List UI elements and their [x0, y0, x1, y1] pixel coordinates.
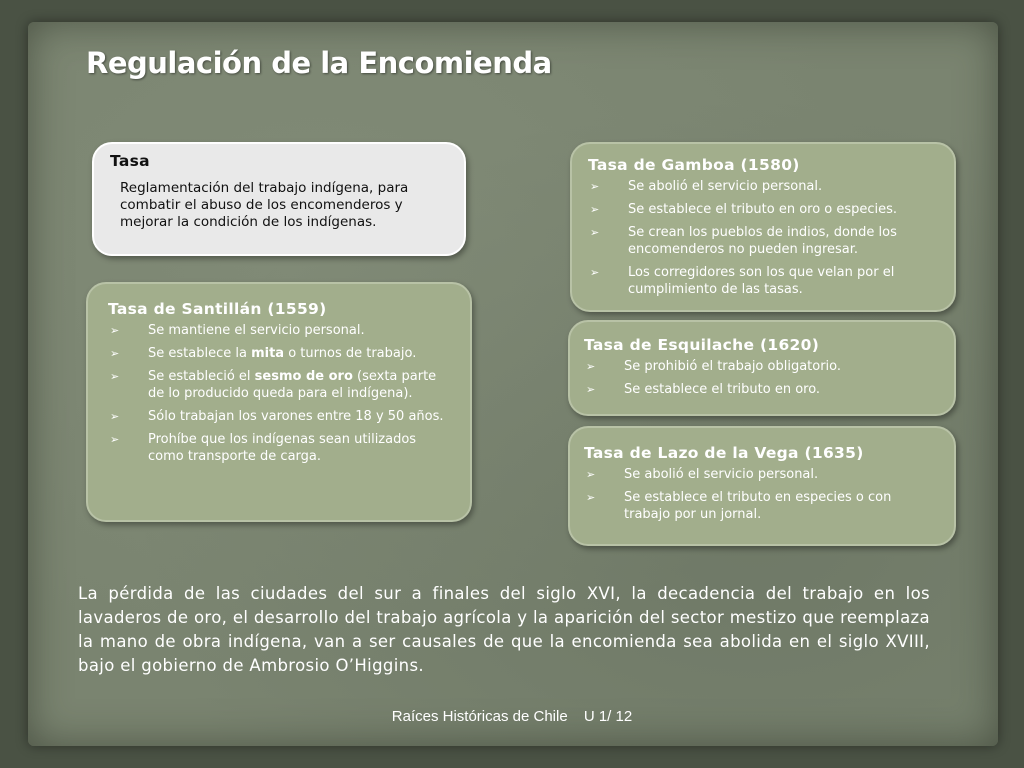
conclusion-paragraph: La pérdida de las ciudades del sur a finales del siglo XVI, la decadencia del trabajo en los lavaderos de oro, el desarrollo del trabajo agrícola y la aparición del sector mestizo que reemplaza la mano de obra indígena, van a ser causales de que la encomienda sea abolida en el siglo XVIII, bajo el gobierno de Ambrosio O’Higgins.	[78, 584, 931, 675]
list-item	[108, 408, 452, 425]
list-item	[584, 466, 936, 483]
gamboa-box	[570, 142, 956, 312]
lazo-heading: Tasa de Lazo de la Vega (1635)	[584, 444, 864, 462]
esquilache-box	[568, 320, 956, 416]
list-item-text: Se estableció el	[148, 369, 255, 384]
list-item	[584, 358, 936, 375]
list-item	[584, 489, 936, 523]
slide-title: Regulación de la Encomienda	[86, 46, 552, 80]
list-item-text: Se establece el tributo en oro o especies.	[628, 202, 898, 217]
tasa-heading: Tasa	[110, 152, 150, 170]
arrow-bullet-icon: ➢	[590, 180, 600, 193]
list-item-text: Se crean los pueblos de indios, donde los encomenderos no pueden ingresar.	[628, 225, 897, 257]
esquilache-heading: Tasa de Esquilache (1620)	[584, 336, 820, 354]
list-item	[588, 224, 936, 258]
arrow-bullet-icon: ➢	[586, 491, 596, 504]
arrow-bullet-icon: ➢	[110, 324, 120, 337]
arrow-bullet-icon: ➢	[590, 203, 600, 216]
lazo-box	[568, 426, 956, 546]
slide-footer	[0, 708, 1024, 725]
tasa-definition-box	[92, 142, 466, 256]
santillan-heading: Tasa de Santillán (1559)	[108, 300, 327, 318]
list-item-text: Se abolió el servicio personal.	[628, 179, 823, 194]
emphasis-text: mita	[251, 346, 285, 361]
list-item	[588, 264, 936, 298]
list-item-text: Se prohibió el trabajo obligatorio.	[624, 359, 842, 374]
list-item	[108, 368, 452, 402]
gamboa-list	[588, 178, 936, 298]
arrow-bullet-icon: ➢	[110, 410, 120, 423]
arrow-bullet-icon: ➢	[590, 266, 600, 279]
list-item-text: Sólo trabajan los varones entre 18 y 50 años.	[148, 409, 444, 424]
santillan-list	[108, 322, 452, 465]
list-item	[584, 381, 936, 398]
list-item	[588, 201, 936, 218]
arrow-bullet-icon: ➢	[586, 468, 596, 481]
lazo-list	[584, 466, 936, 523]
gamboa-heading: Tasa de Gamboa (1580)	[588, 156, 800, 174]
tasa-definition-text: Reglamentación del trabajo indígena, para combatir el abuso de los encomenderos y mejorar la condición de los indígenas.	[120, 180, 409, 230]
arrow-bullet-icon: ➢	[586, 360, 596, 373]
arrow-bullet-icon: ➢	[590, 226, 600, 239]
arrow-bullet-icon: ➢	[110, 433, 120, 446]
list-item	[108, 345, 452, 362]
emphasis-text: sesmo de oro	[254, 369, 353, 384]
list-item-text: Se abolió el servicio personal.	[624, 467, 819, 482]
list-item-text: Se establece el tributo en oro.	[624, 382, 821, 397]
list-item	[108, 322, 452, 339]
list-item-text: Los corregidores son los que velan por el cumplimiento de las tasas.	[628, 265, 895, 297]
list-item	[588, 178, 936, 195]
list-item-text: Se establece la	[148, 346, 252, 361]
list-item-text: o turnos de trabajo.	[284, 346, 417, 361]
list-item	[108, 431, 452, 465]
list-item-text: Prohíbe que los indígenas sean utilizados como transporte de carga.	[148, 432, 417, 464]
santillan-box	[86, 282, 472, 522]
list-item-text: Se mantiene el servicio personal.	[148, 323, 365, 338]
footer-unit: U 1/ 12	[583, 708, 633, 725]
list-item-text: Se establece el tributo en especies o con trabajo por un jornal.	[624, 490, 892, 522]
list-item-text: (sexta parte de lo producido queda para el indígena).	[148, 369, 437, 401]
arrow-bullet-icon: ➢	[110, 347, 120, 360]
footer-course: Raíces Históricas de Chile	[391, 708, 568, 725]
arrow-bullet-icon: ➢	[586, 383, 596, 396]
arrow-bullet-icon: ➢	[110, 370, 120, 383]
esquilache-list	[584, 358, 936, 398]
